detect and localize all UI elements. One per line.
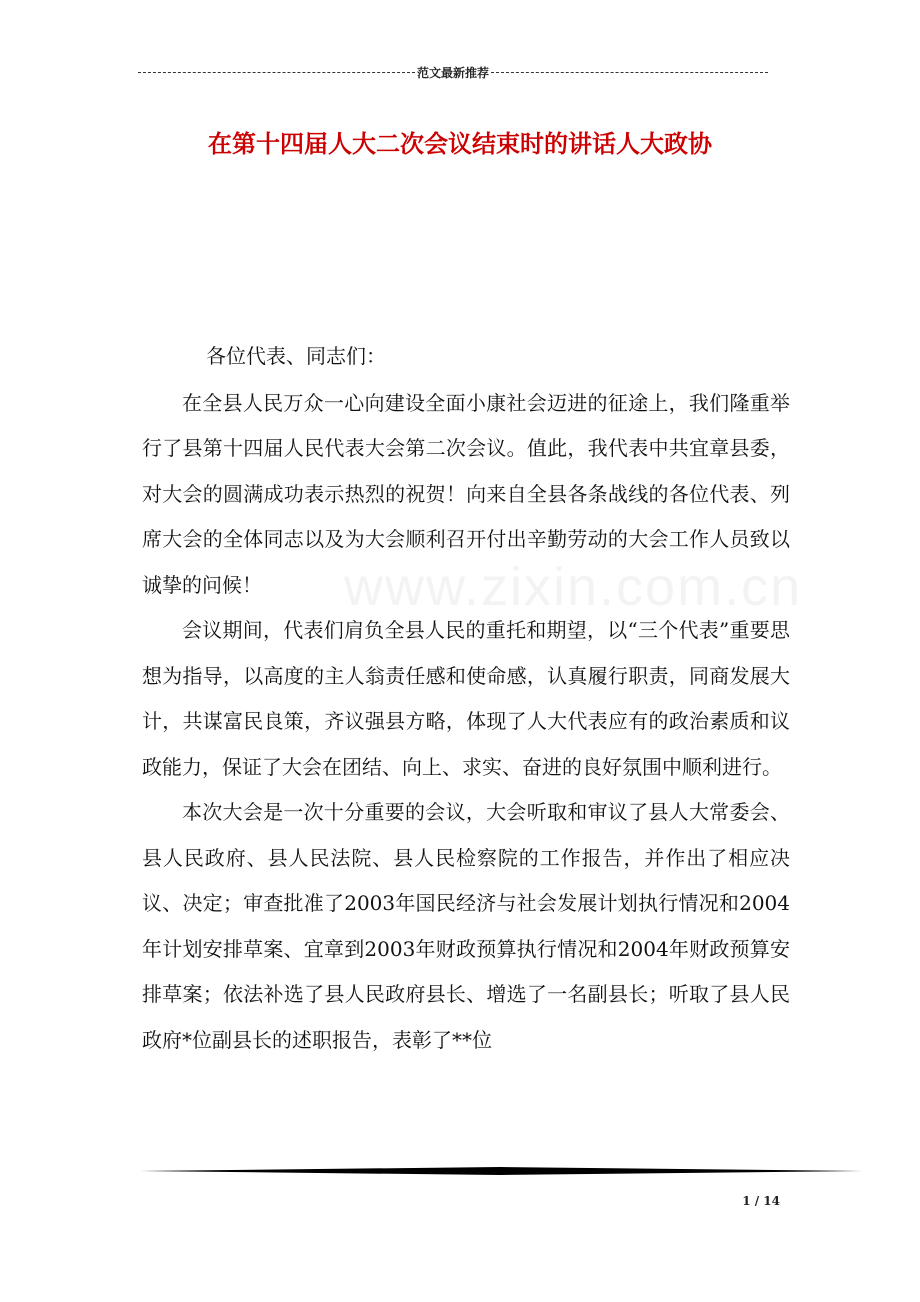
document-body [142, 334, 790, 1063]
header-label: 范文最新推荐 [417, 66, 490, 80]
footer-rule [140, 1164, 862, 1178]
header-dash-right [491, 72, 768, 73]
greeting-paragraph: 各位代表、同志们： [206, 344, 386, 368]
header-dash-left [138, 72, 415, 73]
page-header [138, 64, 768, 81]
watermark: www.zixin.com.cn [344, 557, 803, 617]
page-number: 1 / 14 [742, 1194, 780, 1208]
document-title: 在第十四届人大二次会议结束时的讲话人大政协 [208, 129, 712, 158]
body-paragraph: 在全县人民万众一心向建设全面小康社会迈进的征途上，我们隆重举行了县第十四届人民代表大会第二次会议。值此，我代表中共宜章县委，对大会的圆满成功表示热烈的祝贺！向来自全县各条战线的各位代表、列席大会的全体同志以及为大会顺利召开付出辛勤劳动的大会工作人员致以诚挚的问候！ [142, 390, 790, 597]
body-paragraph: 本次大会是一次十分重要的会议，大会听取和审议了县人大常委会、县人民政府、县人民法院、县人民检察院的工作报告，并作出了相应决议、决定；审查批准了2003年国民经济与社会发展计划执行情况和2004年计划安排草案、宜章到2003年财政预算执行情况和2004年财政预算安排草案；依法补选了县人民政府县长、增选了一名副县长；听取了县人民政府*位副县长的述职报告，表彰了**位 [142, 800, 790, 1052]
body-paragraph: 会议期间，代表们肩负全县人民的重托和期望，以“三个代表”重要思想为指导，以高度的主人翁责任感和使命感，认真履行职责，同商发展大计，共谋富民良策，齐议强县方略，体现了人大代表应有的政治素质和议政能力，保证了大会在团结、向上、求实、奋进的良好氛围中顺利进行。 [142, 618, 790, 779]
